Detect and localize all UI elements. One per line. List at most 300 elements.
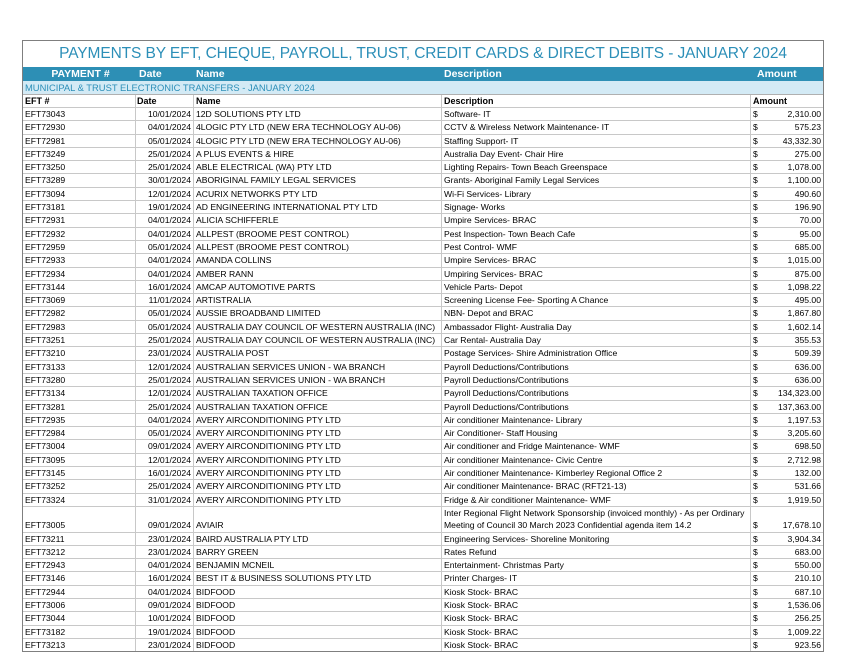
amount-value: 875.00 [794,268,821,279]
amount-value: 509.39 [794,348,821,359]
table-row [23,598,823,611]
currency-symbol: $ [753,533,758,544]
table-row [23,545,823,558]
description-cell: Payroll Deductions/Contributions [442,401,751,413]
description-cell: Air conditioner Maintenance- Library [442,414,751,426]
description-cell: Kiosk Stock- BRAC [442,626,751,638]
amount-value: 256.25 [794,613,821,624]
date-cell: 25/01/2024 [136,480,194,492]
table-row [23,373,823,386]
amount-value: 923.56 [794,639,821,650]
amount-cell [751,586,823,598]
date-cell: 12/01/2024 [136,361,194,373]
description-cell: Umpiring Services- BRAC [442,268,751,280]
date-cell: 16/01/2024 [136,281,194,293]
table-row [23,333,823,346]
amount-cell [751,599,823,611]
table-row [23,107,823,120]
column-date: Date [136,95,194,107]
name-cell: AUSTRALIAN TAXATION OFFICE [194,387,442,399]
description-cell: Umpire Services- BRAC [442,254,751,266]
description-cell: CCTV & Wireless Network Maintenance- IT [442,121,751,133]
amount-cell [751,507,823,532]
description-cell: Payroll Deductions/Contributions [442,361,751,373]
name-cell: ALICIA SCHIFFERLE [194,214,442,226]
description-cell: Pest Control- WMF [442,241,751,253]
name-cell: AVERY AIRCONDITIONING PTY LTD [194,440,442,452]
name-cell: BARRY GREEN [194,546,442,558]
name-cell: ALLPEST (BROOME PEST CONTROL) [194,228,442,240]
date-cell: 23/01/2024 [136,347,194,359]
currency-symbol: $ [753,546,758,557]
date-cell: 04/01/2024 [136,121,194,133]
amount-cell [751,414,823,426]
amount-value: 1,536.06 [787,599,821,610]
table-row [23,306,823,319]
description-cell: NBN- Depot and BRAC [442,307,751,319]
amount-cell [751,546,823,558]
currency-symbol: $ [753,468,758,479]
name-cell: AUSTRALIA POST [194,347,442,359]
amount-cell [751,294,823,306]
amount-value: 1,919.50 [787,494,821,505]
currency-symbol: $ [753,295,758,306]
currency-symbol: $ [753,335,758,346]
table-row [23,386,823,399]
amount-value: 95.00 [799,228,821,239]
currency-symbol: $ [753,613,758,624]
date-cell: 19/01/2024 [136,201,194,213]
description-cell: Pest Inspection- Town Beach Cafe [442,228,751,240]
column-description: Description [442,95,751,107]
currency-symbol: $ [753,215,758,226]
currency-symbol: $ [753,122,758,133]
date-cell: 04/01/2024 [136,214,194,226]
description-cell: Ambassador Flight- Australia Day [442,321,751,333]
table-row [23,267,823,280]
amount-cell [751,321,823,333]
description-cell: Screening License Fee- Sporting A Chance [442,294,751,306]
date-cell: 23/01/2024 [136,533,194,545]
date-cell: 04/01/2024 [136,559,194,571]
amount-cell [751,188,823,200]
name-cell: BAIRD AUSTRALIA PTY LTD [194,533,442,545]
name-cell: AVERY AIRCONDITIONING PTY LTD [194,480,442,492]
amount-cell [751,201,823,213]
date-cell: 04/01/2024 [136,414,194,426]
header-payment-number: PAYMENT # [51,68,110,80]
eft-number-cell: EFT73004 [23,440,136,452]
amount-cell [751,135,823,147]
description-cell: Engineering Services- Shoreline Monitoring [442,533,751,545]
description-cell: Air conditioner Maintenance- BRAC (RFT21-13) [442,480,751,492]
amount-cell [751,467,823,479]
date-cell: 05/01/2024 [136,321,194,333]
eft-number-cell: EFT73006 [23,599,136,611]
currency-symbol: $ [753,494,758,505]
name-cell: AVERY AIRCONDITIONING PTY LTD [194,467,442,479]
name-cell: AMBER RANN [194,268,442,280]
date-cell: 05/01/2024 [136,135,194,147]
name-cell: 4LOGIC PTY LTD (NEW ERA TECHNOLOGY AU-06) [194,135,442,147]
eft-number-cell: EFT72959 [23,241,136,253]
eft-number-cell: EFT73213 [23,639,136,651]
currency-symbol: $ [753,599,758,610]
amount-cell [751,334,823,346]
amount-cell [751,559,823,571]
table-row [23,200,823,213]
amount-cell [751,361,823,373]
eft-number-cell: EFT73094 [23,188,136,200]
table-row [23,426,823,439]
date-cell: 04/01/2024 [136,586,194,598]
date-cell: 04/01/2024 [136,228,194,240]
date-cell: 10/01/2024 [136,612,194,624]
amount-value: 1,100.00 [787,175,821,186]
currency-symbol: $ [753,454,758,465]
eft-number-cell: EFT73211 [23,533,136,545]
description-cell: Payroll Deductions/Contributions [442,374,751,386]
description-cell: Vehicle Parts- Depot [442,281,751,293]
amount-cell [751,612,823,624]
description-cell: Air conditioner Maintenance- Kimberley Regional Office 2 [442,467,751,479]
amount-cell [751,241,823,253]
amount-value: 683.00 [794,546,821,557]
description-cell: Inter Regional Flight Network Sponsorship (invoiced monthly) - As per Ordinary Meeting of Council 30 March 2023 Confidential agenda item 14.2 [442,507,751,532]
table-row [23,453,823,466]
currency-symbol: $ [753,175,758,186]
amount-cell [751,626,823,638]
date-cell: 12/01/2024 [136,188,194,200]
section-heading: MUNICIPAL & TRUST ELECTRONIC TRANSFERS - JANUARY 2024 [23,81,823,94]
description-cell: Grants- Aboriginal Family Legal Services [442,174,751,186]
table-row [23,466,823,479]
amount-value: 490.60 [794,188,821,199]
description-cell: Kiosk Stock- BRAC [442,586,751,598]
header-description: Description [444,68,502,80]
table-row [23,558,823,571]
currency-symbol: $ [753,361,758,372]
header-amount: Amount [757,68,797,80]
date-cell: 25/01/2024 [136,401,194,413]
table-row [23,360,823,373]
eft-number-cell: EFT73250 [23,161,136,173]
eft-number-cell: EFT73324 [23,494,136,506]
name-cell: AMANDA COLLINS [194,254,442,266]
eft-number-cell: EFT73005 [23,507,136,532]
amount-value: 495.00 [794,295,821,306]
eft-number-cell: EFT72983 [23,321,136,333]
amount-cell [751,480,823,492]
name-cell: BIDFOOD [194,586,442,598]
amount-value: 531.66 [794,481,821,492]
description-cell: Kiosk Stock- BRAC [442,639,751,651]
name-cell: A PLUS EVENTS & HIRE [194,148,442,160]
table-body [23,107,823,651]
name-cell: AUSTRALIAN SERVICES UNION - WA BRANCH [194,374,442,386]
eft-number-cell: EFT73181 [23,201,136,213]
amount-value: 685.00 [794,241,821,252]
eft-number-cell: EFT73252 [23,480,136,492]
date-cell: 19/01/2024 [136,626,194,638]
description-cell: Wi-Fi Services- Library [442,188,751,200]
eft-number-cell: EFT72933 [23,254,136,266]
currency-symbol: $ [753,401,758,412]
eft-number-cell: EFT73182 [23,626,136,638]
name-cell: BIDFOOD [194,626,442,638]
name-cell: AVERY AIRCONDITIONING PTY LTD [194,427,442,439]
table-row [23,439,823,452]
currency-symbol: $ [753,148,758,159]
table-row [23,571,823,584]
table-row [23,240,823,253]
date-cell: 23/01/2024 [136,639,194,651]
name-cell: AD ENGINEERING INTERNATIONAL PTY LTD [194,201,442,213]
name-cell: BEST IT & BUSINESS SOLUTIONS PTY LTD [194,572,442,584]
header-date: Date [139,68,162,80]
currency-symbol: $ [753,281,758,292]
description-cell: Air Conditioner- Staff Housing [442,427,751,439]
amount-value: 1,078.00 [787,162,821,173]
amount-value: 134,323.00 [777,388,821,399]
table-row [23,160,823,173]
eft-number-cell: EFT73251 [23,334,136,346]
eft-number-cell: EFT73069 [23,294,136,306]
table-row [23,493,823,506]
name-cell: ALLPEST (BROOME PEST CONTROL) [194,241,442,253]
column-amount: Amount [753,96,787,106]
name-cell: AVERY AIRCONDITIONING PTY LTD [194,494,442,506]
name-cell: AUSTRALIA DAY COUNCIL OF WESTERN AUSTRALIA (INC) [194,321,442,333]
amount-cell [751,454,823,466]
header-name: Name [196,68,225,80]
eft-number-cell: EFT72943 [23,559,136,571]
table-row [23,400,823,413]
description-cell: Australia Day Event- Chair Hire [442,148,751,160]
eft-number-cell: EFT72932 [23,228,136,240]
name-cell: BIDFOOD [194,639,442,651]
currency-symbol: $ [753,188,758,199]
payments-table [22,40,824,652]
column-header [23,94,823,107]
amount-cell [751,440,823,452]
amount-value: 1,098.22 [787,281,821,292]
amount-value: 3,904.34 [787,533,821,544]
currency-symbol: $ [753,414,758,425]
name-cell: AVERY AIRCONDITIONING PTY LTD [194,414,442,426]
eft-number-cell: EFT72930 [23,121,136,133]
amount-cell [751,254,823,266]
description-cell: Air conditioner Maintenance- Civic Centre [442,454,751,466]
amount-cell [751,268,823,280]
table-row [23,173,823,186]
name-cell: ARTISTRALIA [194,294,442,306]
currency-symbol: $ [753,388,758,399]
date-cell: 10/01/2024 [136,108,194,120]
table-row [23,479,823,492]
table-header [23,67,823,81]
name-cell: ACURIX NETWORKS PTY LTD [194,188,442,200]
description-cell: Lighting Repairs- Town Beach Greenspace [442,161,751,173]
amount-value: 1,009.22 [787,626,821,637]
amount-value: 636.00 [794,374,821,385]
eft-number-cell: EFT73249 [23,148,136,160]
eft-number-cell: EFT72982 [23,307,136,319]
amount-value: 550.00 [794,560,821,571]
amount-value: 70.00 [799,215,821,226]
amount-cell [751,374,823,386]
amount-cell [751,427,823,439]
currency-symbol: $ [753,428,758,439]
date-cell: 30/01/2024 [136,174,194,186]
description-cell: Signage- Works [442,201,751,213]
table-row [23,506,823,532]
amount-cell [751,174,823,186]
date-cell: 12/01/2024 [136,454,194,466]
amount-value: 1,602.14 [787,321,821,332]
currency-symbol: $ [753,374,758,385]
date-cell: 09/01/2024 [136,507,194,532]
date-cell: 05/01/2024 [136,307,194,319]
name-cell: AUSTRALIAN SERVICES UNION - WA BRANCH [194,361,442,373]
amount-cell [751,214,823,226]
date-cell: 25/01/2024 [136,334,194,346]
amount-cell [751,347,823,359]
description-cell: Car Rental- Australia Day [442,334,751,346]
date-cell: 25/01/2024 [136,374,194,386]
description-cell: Staffing Support- IT [442,135,751,147]
amount-cell [751,148,823,160]
amount-cell [751,572,823,584]
date-cell: 09/01/2024 [136,599,194,611]
date-cell: 05/01/2024 [136,427,194,439]
date-cell: 31/01/2024 [136,494,194,506]
date-cell: 12/01/2024 [136,387,194,399]
report-title: PAYMENTS BY EFT, CHEQUE, PAYROLL, TRUST, CREDIT CARDS & DIRECT DEBITS - JANUARY 2024 [59,45,787,62]
name-cell: AVERY AIRCONDITIONING PTY LTD [194,454,442,466]
eft-number-cell: EFT73289 [23,174,136,186]
table-row [23,638,823,651]
eft-number-cell: EFT73133 [23,361,136,373]
table-row [23,187,823,200]
date-cell: 25/01/2024 [136,148,194,160]
name-cell: AVIAIR [194,507,442,532]
amount-cell [751,228,823,240]
table-row [23,120,823,133]
amount-cell [751,401,823,413]
name-cell: BIDFOOD [194,612,442,624]
amount-value: 2,712.98 [787,454,821,465]
amount-value: 575.23 [794,122,821,133]
currency-symbol: $ [753,255,758,266]
table-row [23,134,823,147]
amount-value: 355.53 [794,335,821,346]
eft-number-cell: EFT73144 [23,281,136,293]
eft-number-cell: EFT73043 [23,108,136,120]
date-cell: 25/01/2024 [136,161,194,173]
currency-symbol: $ [753,135,758,146]
table-row [23,253,823,266]
name-cell: AUSSIE BROADBAND LIMITED [194,307,442,319]
currency-symbol: $ [753,586,758,597]
date-cell: 11/01/2024 [136,294,194,306]
description-cell: Postage Services- Shire Administration Office [442,347,751,359]
eft-number-cell: EFT73212 [23,546,136,558]
name-cell: ABORIGINAL FAMILY LEGAL SERVICES [194,174,442,186]
eft-number-cell: EFT72944 [23,586,136,598]
amount-cell [751,281,823,293]
amount-value: 210.10 [794,573,821,584]
amount-cell [751,108,823,120]
amount-value: 137,363.00 [777,401,821,412]
currency-symbol: $ [753,441,758,452]
eft-number-cell: EFT73146 [23,572,136,584]
amount-value: 687.10 [794,586,821,597]
date-cell: 09/01/2024 [136,440,194,452]
amount-cell [751,307,823,319]
amount-value: 43,332.30 [782,135,821,146]
eft-number-cell: EFT73281 [23,401,136,413]
currency-symbol: $ [753,626,758,637]
table-row [23,346,823,359]
amount-cell [751,639,823,651]
currency-symbol: $ [753,639,758,650]
eft-number-cell: EFT72931 [23,214,136,226]
currency-symbol: $ [753,481,758,492]
amount-value: 636.00 [794,361,821,372]
currency-symbol: $ [753,109,758,119]
eft-number-cell: EFT73145 [23,467,136,479]
description-cell: Kiosk Stock- BRAC [442,599,751,611]
currency-symbol: $ [753,241,758,252]
name-cell: 12D SOLUTIONS PTY LTD [194,108,442,120]
currency-symbol: $ [753,321,758,332]
amount-value: 1,015.00 [787,255,821,266]
table-row [23,280,823,293]
currency-symbol: $ [753,202,758,213]
currency-symbol: $ [753,519,758,530]
table-row [23,293,823,306]
amount-cell [751,494,823,506]
date-cell: 23/01/2024 [136,546,194,558]
description-cell: Software- IT [442,108,751,120]
description-cell: Air conditioner and Fridge Maintenance- WMF [442,440,751,452]
description-cell: Rates Refund [442,546,751,558]
name-cell: AUSTRALIAN TAXATION OFFICE [194,401,442,413]
currency-symbol: $ [753,348,758,359]
amount-cell [751,161,823,173]
table-row [23,413,823,426]
amount-value: 196.90 [794,202,821,213]
description-cell: Printer Charges- IT [442,572,751,584]
amount-value: 698.50 [794,441,821,452]
currency-symbol: $ [753,162,758,173]
table-row [23,213,823,226]
eft-number-cell: EFT72984 [23,427,136,439]
date-cell: 05/01/2024 [136,241,194,253]
description-cell: Umpire Services- BRAC [442,214,751,226]
eft-number-cell: EFT73044 [23,612,136,624]
name-cell: ABLE ELECTRICAL (WA) PTY LTD [194,161,442,173]
eft-number-cell: EFT73280 [23,374,136,386]
amount-value: 3,205.60 [787,428,821,439]
amount-cell [751,387,823,399]
currency-symbol: $ [753,560,758,571]
amount-cell [751,121,823,133]
name-cell: AUSTRALIA DAY COUNCIL OF WESTERN AUSTRALIA (INC) [194,334,442,346]
currency-symbol: $ [753,228,758,239]
column-eft-number: EFT # [23,95,136,107]
